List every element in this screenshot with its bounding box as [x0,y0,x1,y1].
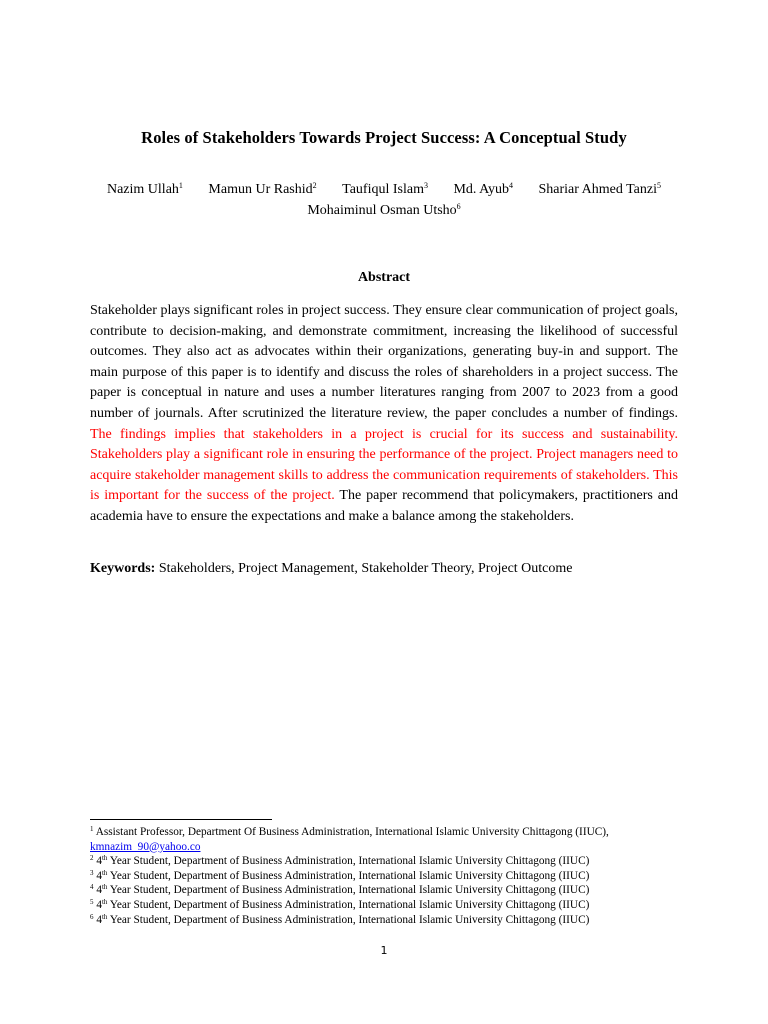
author-affiliation-mark: 2 [312,181,317,190]
author-affiliation-mark: 6 [456,202,461,211]
footnote-year: 4 [96,898,102,911]
footnote-4 [90,883,690,898]
footnote-ordinal: th [101,854,108,863]
abstract-body [90,301,678,528]
author-2 [208,179,316,200]
author-email-link[interactable]: kmnazim_90@yahoo.co [90,840,201,853]
footnote-number: 4 [90,883,94,892]
author-3 [342,179,428,200]
abstract-text: Stakeholder plays significant roles in project success. They ensure clear communication of project goals, contribute to decision-making, and demonstrate commitment, increasing the likelihood of successful outcomes. They also act as advocates within their organizations, generating buy-in and support. The main purpose of this paper is to identify and discuss the roles of shareholders in a project success. The paper is conceptual in nature and uses a number literatures ranging from 2007 to 2023 from a good number of journals. After scrutinized the literature review, the paper concludes a number of findings. [90,303,678,421]
footnote-number: 2 [90,854,94,863]
footnote-text: Assistant Professor, Department Of Business Administration, International Islamic University Chittagong (IIUC), [93,826,609,838]
footnote-separator [90,819,272,820]
footnote-year: 4 [96,884,102,897]
footnote-1 [90,825,690,854]
footnote-year: 4 [96,913,102,926]
footnote-year: 4 [96,869,102,882]
footnote-text: Year Student, Department of Business Administration, International Islamic University Chittagong (IIUC) [107,884,590,897]
author-name: Mohaiminul Osman Utsho [307,203,457,218]
footnote-text: Year Student, Department of Business Administration, International Islamic University Chittagong (IIUC) [107,855,590,868]
footnote-text: Year Student, Department of Business Administration, International Islamic University Chittagong (IIUC) [107,913,590,926]
footnote-6 [90,913,690,928]
author-affiliation-mark: 5 [657,181,661,190]
abstract-heading: Abstract [357,270,411,285]
footnote-5 [90,898,690,913]
author-name: Md. Ayub [453,182,509,197]
footnote-text: Year Student, Department of Business Administration, International Islamic University Chittagong (IIUC) [107,898,590,911]
footnote-text: Year Student, Department of Business Administration, International Islamic University Chittagong (IIUC) [107,869,590,882]
author-affiliation-mark: 1 [178,181,183,190]
footnotes [90,825,690,927]
author-1 [107,179,183,200]
author-name: Mamun Ur Rashid [208,182,313,197]
footnote-number: 5 [90,897,94,906]
author-name: Shariar Ahmed Tanzi [538,182,657,197]
keywords-label: Keywords: [90,561,156,576]
footnote-year: 4 [96,855,102,868]
author-5 [538,179,661,200]
footnote-2 [90,854,690,869]
footnote-number: 6 [90,912,94,921]
page-number: 1 [380,944,388,957]
footnote-ordinal: th [101,912,108,921]
author-name: Taufiqul Islam [342,182,424,197]
author-name: Nazim Ullah [106,182,179,197]
footnote-3 [90,869,690,884]
author-list [0,179,768,221]
author-6 [307,200,460,221]
keywords [90,561,678,577]
footnote-number: 3 [90,868,94,877]
abstract-recommendation: The paper recommend that policymakers, practitioners and academia have to ensure the expectations and make a balance among the stakeholders. [90,488,678,524]
footnote-ordinal: th [101,868,108,877]
author-affiliation-mark: 4 [508,181,513,190]
keywords-text: Stakeholders, Project Management, Stakeholder Theory, Project Outcome [155,561,573,576]
paper-title: Roles of Stakeholders Towards Project Success: A Conceptual Study [141,128,627,147]
footnote-number: 1 [90,825,94,833]
footnote-ordinal: th [101,897,108,906]
author-4 [453,179,513,200]
footnote-ordinal: th [101,883,108,892]
author-affiliation-mark: 3 [423,181,428,190]
abstract-highlighted-findings: The findings implies that stakeholders in a project is crucial for its success and sustainability. Stakeholders play a significant role in ensuring the performance of the project. Project managers need to acquire stakeholder management skills to address the communication requirements of stakeholders. This is important for the success of the project. [90,426,678,504]
